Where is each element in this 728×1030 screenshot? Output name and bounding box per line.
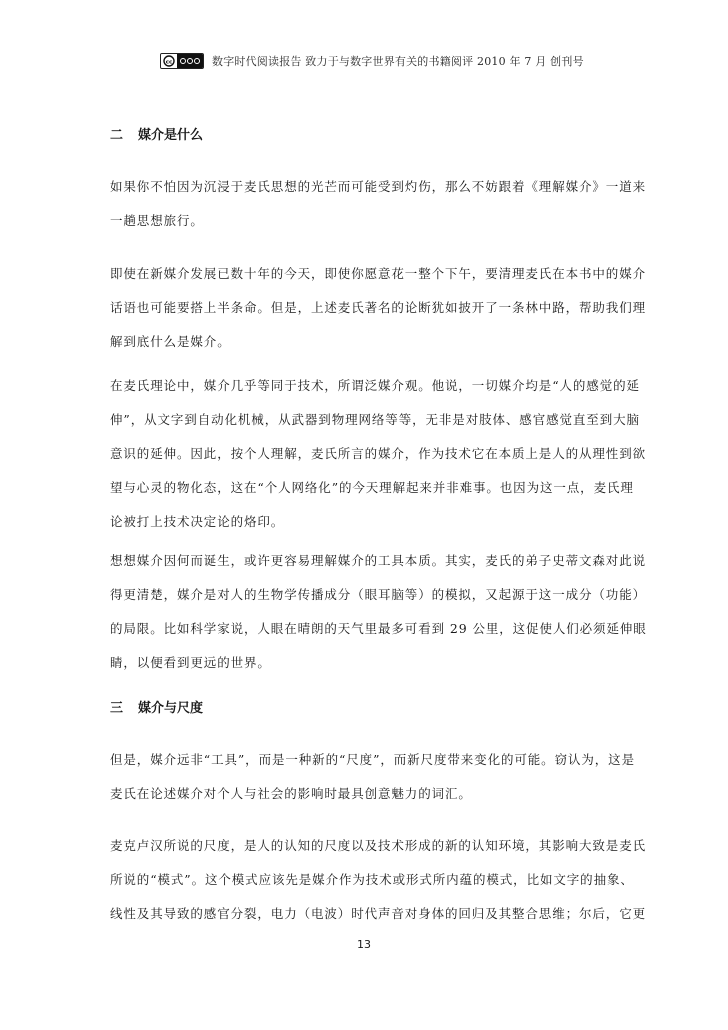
section-number: 二	[110, 128, 124, 143]
paragraph-line: 但是，媒介远非“工具”，而是一种新的“尺度”，而新尺度带来变化的可能。窃认为，这是	[110, 752, 635, 767]
page-number: 13	[357, 938, 371, 951]
paragraph-line: 麦克卢汉所说的尺度，是人的认知的尺度以及技术形成的新的认知环境，其影响大致是麦氏	[110, 838, 647, 853]
section-heading-2	[110, 124, 203, 143]
paragraph-line: 话语也可能要搭上半条命。但是，上述麦氏著名的论断犹如披开了一条林中路，帮助我们理	[110, 300, 647, 315]
paragraph-line: 望与心灵的物化态，这在“个人网络化”的今天理解起来并非难事。也因为这一点，麦氏理	[110, 480, 634, 495]
svg-text:cc: cc	[165, 59, 173, 66]
sa-icon	[194, 58, 200, 64]
paragraph	[110, 743, 635, 811]
paragraph-line: 如果你不怕因为沉浸于麦氏思想的光芒而可能受到灼伤，那么不妨跟着《理解媒介》一道来	[110, 179, 647, 194]
paragraph-line: 意识的延伸。因此，按个人理解，麦氏所言的媒介，作为技术它在本质上是人的从理性到欲	[110, 446, 647, 461]
paragraph	[110, 170, 647, 238]
paragraph-line: 在麦氏理论中，媒介几乎等同于技术，所谓泛媒介观。他说，一切媒介均是“人的感觉的延	[110, 378, 640, 393]
section-number: 三	[110, 701, 124, 716]
section-heading-3	[110, 697, 203, 716]
cc-license-icon	[160, 53, 204, 69]
running-header	[160, 52, 584, 70]
paragraph-line: 即使在新媒介发展已数十年的今天，即使你愿意花一整个下午，要清理麦氏在本书中的媒介	[110, 266, 647, 281]
paragraph-line: 一趟思想旅行。	[110, 213, 204, 228]
nc-icon	[187, 58, 193, 64]
paragraph-line: 伸”，从文字到自动化机械，从武器到物理网络等等，无非是对肢体、感官感觉直至到大脑	[110, 412, 640, 427]
paragraph	[110, 257, 647, 359]
paragraph-line: 线性及其导致的感官分裂，电力（电波）时代声音对身体的回归及其整合思维；尔后，它更	[110, 906, 647, 921]
paragraph-line: 解到底什么是媒介。	[110, 334, 231, 349]
paragraph-line: 想想媒介因何而诞生，或许更容易理解媒介的工具本质。其实，麦氏的弟子史蒂文森对此说	[110, 553, 647, 568]
paragraph-line: 睛，以便看到更远的世界。	[110, 655, 271, 670]
paragraph-line: 的局限。比如科学家说，人眼在晴朗的天气里最多可看到 29 公里，这促使人们必须延伸眼	[110, 621, 647, 636]
paragraph	[110, 369, 647, 539]
header-text: 数字时代阅读报告 致力于与数字世界有关的书籍阅评 2010 年 7 月 创刊号	[212, 55, 584, 68]
section-title: 媒介是什么	[138, 128, 204, 143]
paragraph	[110, 544, 647, 680]
paragraph	[110, 829, 647, 931]
cc-terms-icons	[177, 54, 203, 68]
cc-logo-icon	[161, 54, 177, 68]
section-title: 媒介与尺度	[138, 701, 204, 716]
paragraph-line: 论被打上技术决定论的烙印。	[110, 514, 285, 529]
by-icon	[180, 58, 186, 64]
paragraph-line: 所说的“模式”。这个模式应该先是媒介作为技术或形式所内蕴的模式，比如文字的抽象、	[110, 872, 634, 887]
paragraph-line: 得更清楚，媒介是对人的生物学传播成分（眼耳脑等）的模拟，又起源于这一成分（功能）	[110, 587, 647, 602]
paragraph-line: 麦氏在论述媒介对个人与社会的影响时最具创意魅力的词汇。	[110, 786, 472, 801]
